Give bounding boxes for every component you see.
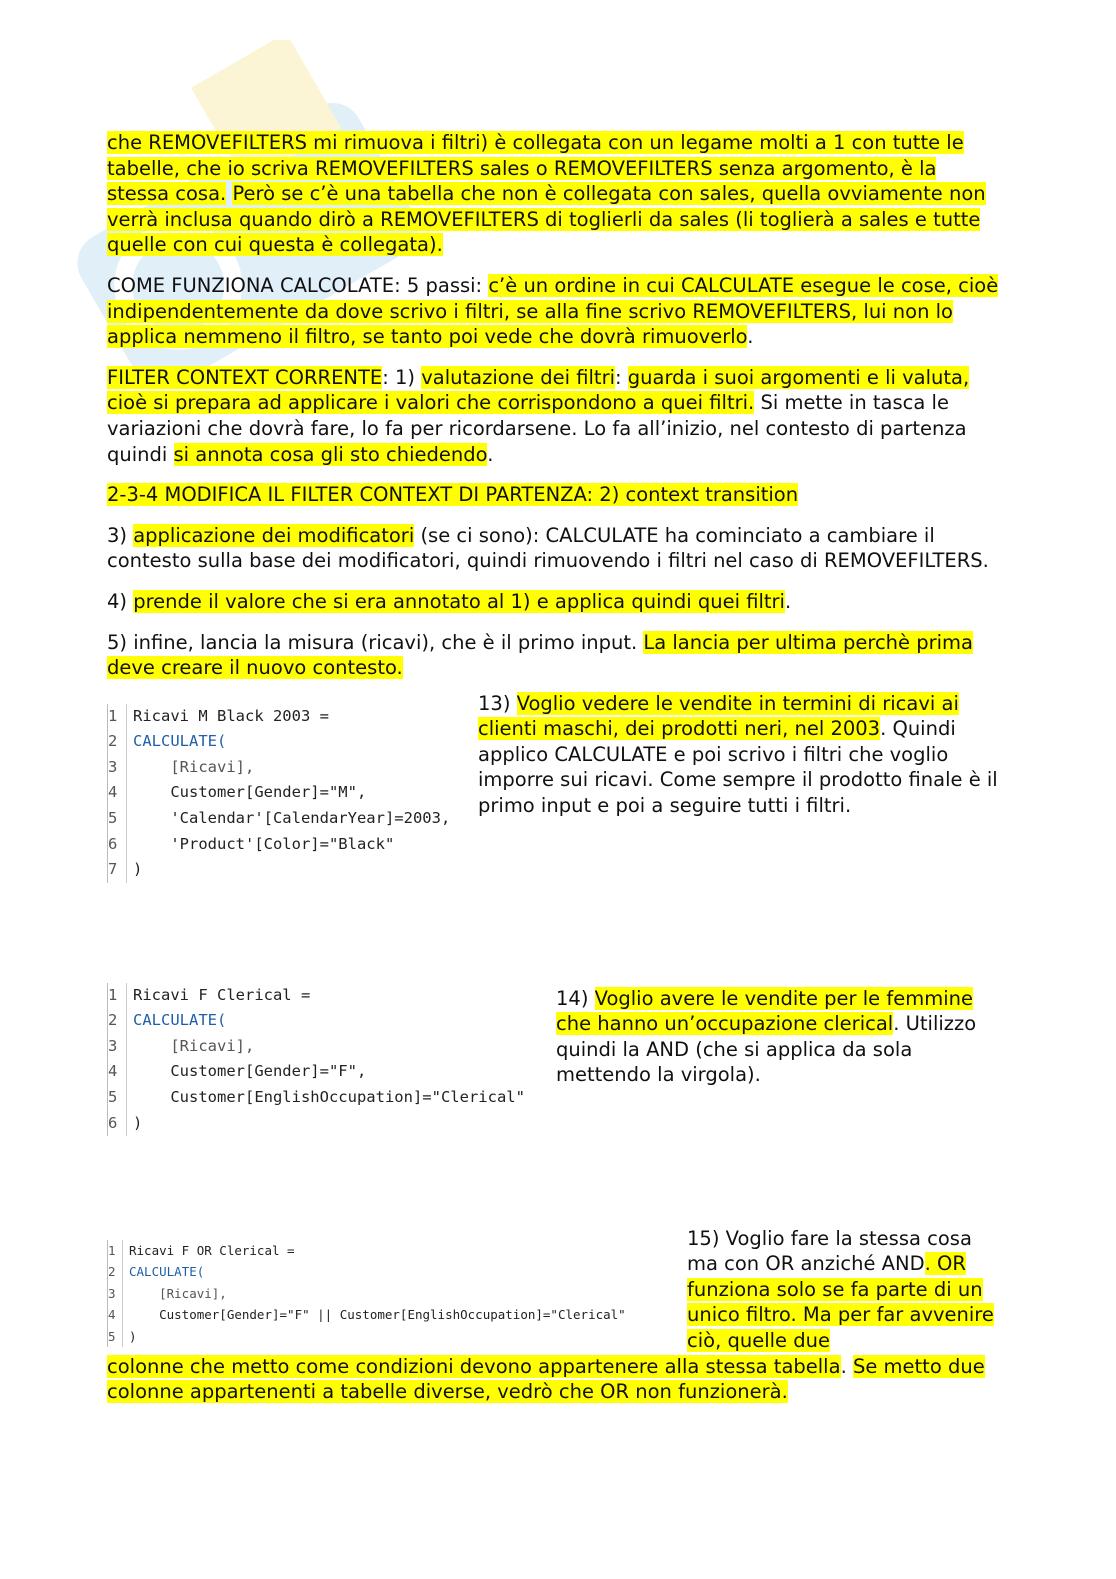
- highlight: guarda i suoi argomenti e li valuta, cioè si prepara ad applicare i valori che corrispondono a quei filtri.: [107, 365, 970, 415]
- highlight: prende il valore che si era annotato al 1) e applica quindi quei filtri: [133, 589, 785, 613]
- paragraph-step-4: 4) prende il valore che si era annotato al 1) e applica quindi quei filtri.: [107, 589, 792, 613]
- code-line: 2 CALCULATE(: [108, 729, 458, 755]
- highlight: che REMOVEFILTERS mi rimuova i filtri) è collegata con un legame molti a 1 con tutte le tabelle, che io scriva REMOVEFILTERS sales o REMOVEFILTERS senza argomento, è la stessa cosa.: [107, 131, 964, 206]
- code-line: 2 CALCULATE(: [108, 1008, 538, 1034]
- example-15: [107, 1226, 1002, 1416]
- code-line: 4 Customer[Gender]="F",: [108, 1059, 538, 1085]
- code-line: 6 'Product'[Color]="Black": [108, 832, 458, 858]
- highlight: Però se c’è una tabella che non è collegata con sales, quella ovviamente non verrà inclusa quando dirò a REMOVEFILTERS di toglierli da sales (li toglierà a sales e tutte quelle con cui questa è collegata).: [107, 182, 986, 257]
- code-line: 1 Ricavi M Black 2003 =: [108, 704, 458, 730]
- highlight: La lancia per ultima perchè prima deve creare il nuovo contesto.: [107, 630, 973, 680]
- code-line: 6 ): [108, 1111, 538, 1137]
- document-page: [107, 130, 1002, 1416]
- code-line: 2 CALCULATE(: [108, 1261, 668, 1283]
- paragraph-removefilters: [107, 130, 1002, 258]
- highlight: Voglio vedere le vendite in termini di ricavi ai clienti maschi, dei prodotti neri, nel 2003: [478, 691, 959, 741]
- paragraph-step-3: 3) applicazione dei modificatori (se ci sono): CALCULATE ha cominciato a cambiare il contesto sulla base dei modificatori, quindi rimuovendo i filtri nel caso di REMOVEFILTERS.: [107, 523, 989, 573]
- highlight: 2-3-4 MODIFICA IL FILTER CONTEXT DI PARTENZA: 2) context transition: [107, 483, 799, 507]
- paragraph-come-funziona: COME FUNZIONA CALCOLATE: 5 passi: c’è un ordine in cui CALCULATE esegue le cose, cioè indipendentemente da dove scrivo i filtri, se alla fine scrivo REMOVEFILTERS, lui non lo applica nemmeno il filtro, se tanto poi vede che dovrà rimuoverlo.: [107, 273, 999, 349]
- example-15-full-text: colonne che metto come condizioni devono appartenere alla stessa tabella. Se metto due colonne appartenenti a tabelle diverse, vedrò che OR non funzionerà.: [107, 1354, 985, 1404]
- example-13-text: 13) Voglio vedere le vendite in termini di ricavi ai clienti maschi, dei prodotti neri, nel 2003. Quindi applico CALCULATE e poi scrivo i filtri che voglio imporre sui ricavi. Come sempre il prodotto finale è il primo input e poi a seguire tutti i filtri.: [478, 691, 998, 818]
- example-15-side-text: 15) Voglio fare la stessa cosa ma con OR anziché AND. OR funziona solo se fa parte di un unico filtro. Ma per far avvenire ciò, quelle due: [687, 1226, 994, 1353]
- paragraph-step-234: [107, 482, 1002, 508]
- code-line: 3 [Ricavi],: [108, 1283, 668, 1305]
- highlight: c’è un ordine in cui CALCULATE esegue le cose, cioè indipendentemente da dove scrivo i filtri, se alla fine scrivo REMOVEFILTERS, lui non lo applica nemmeno il filtro, se tanto poi vede che dovrà rimuoverlo: [107, 273, 999, 349]
- code-line: 3 [Ricavi],: [108, 1034, 538, 1060]
- code-line: 1 Ricavi F OR Clerical =: [108, 1240, 668, 1262]
- example-14: [107, 986, 1002, 1236]
- highlight: FILTER CONTEXT CORRENTE: [107, 365, 383, 389]
- highlight: applicazione dei modificatori: [133, 523, 415, 547]
- code-line: 5 'Calendar'[CalendarYear]=2003,: [108, 806, 458, 832]
- example-14-text: 14) Voglio avere le vendite per le femmine che hanno un’occupazione clerical. Utilizzo quindi la AND (che si applica da sola mettendo la virgola).: [556, 986, 977, 1087]
- code-screenshot-14: [107, 983, 538, 1137]
- highlight: valutazione dei filtri: [421, 365, 616, 389]
- highlight: . OR funziona solo se fa parte di un unico filtro. Ma per far avvenire ciò, quelle due: [687, 1252, 994, 1353]
- code-line: 5 Customer[EnglishOccupation]="Clerical": [108, 1085, 538, 1111]
- highlight: si annota cosa gli sto chiedendo: [173, 442, 488, 466]
- highlight: colonne che metto come condizioni devono appartenere alla stessa tabella: [107, 1354, 841, 1378]
- code-line: 3 [Ricavi],: [108, 755, 458, 781]
- code-line: 4 Customer[Gender]="F" || Customer[EnglishOccupation]="Clerical": [108, 1304, 668, 1326]
- paragraph-filter-context: FILTER CONTEXT CORRENTE: 1) valutazione dei filtri: guarda i suoi argomenti e li valuta, cioè si prepara ad applicare i valori che corrispondono a quei filtri. Si mette in tasca le variazioni che dovrà fare, lo fa per ricordarsene. Lo fa all’inizio, nel contesto di partenza quindi si annota cosa gli sto chiedendo.: [107, 365, 970, 466]
- code-line: 7 ): [108, 857, 458, 883]
- code-screenshot-15: [107, 1240, 668, 1348]
- example-13: [107, 691, 1002, 986]
- code-line: 4 Customer[Gender]="M",: [108, 780, 458, 806]
- highlight: Voglio avere le vendite per le femmine che hanno un’occupazione clerical: [556, 986, 973, 1036]
- paragraph-step-5: 5) infine, lancia la misura (ricavi), che è il primo input. La lancia per ultima perchè prima deve creare il nuovo contesto.: [107, 630, 973, 680]
- code-screenshot-13: [107, 704, 458, 883]
- code-line: 1 Ricavi F Clerical =: [108, 983, 538, 1009]
- code-line: 5 ): [108, 1326, 668, 1348]
- highlight: Se metto due colonne appartenenti a tabelle diverse, vedrò che OR non funzionerà.: [107, 1354, 985, 1404]
